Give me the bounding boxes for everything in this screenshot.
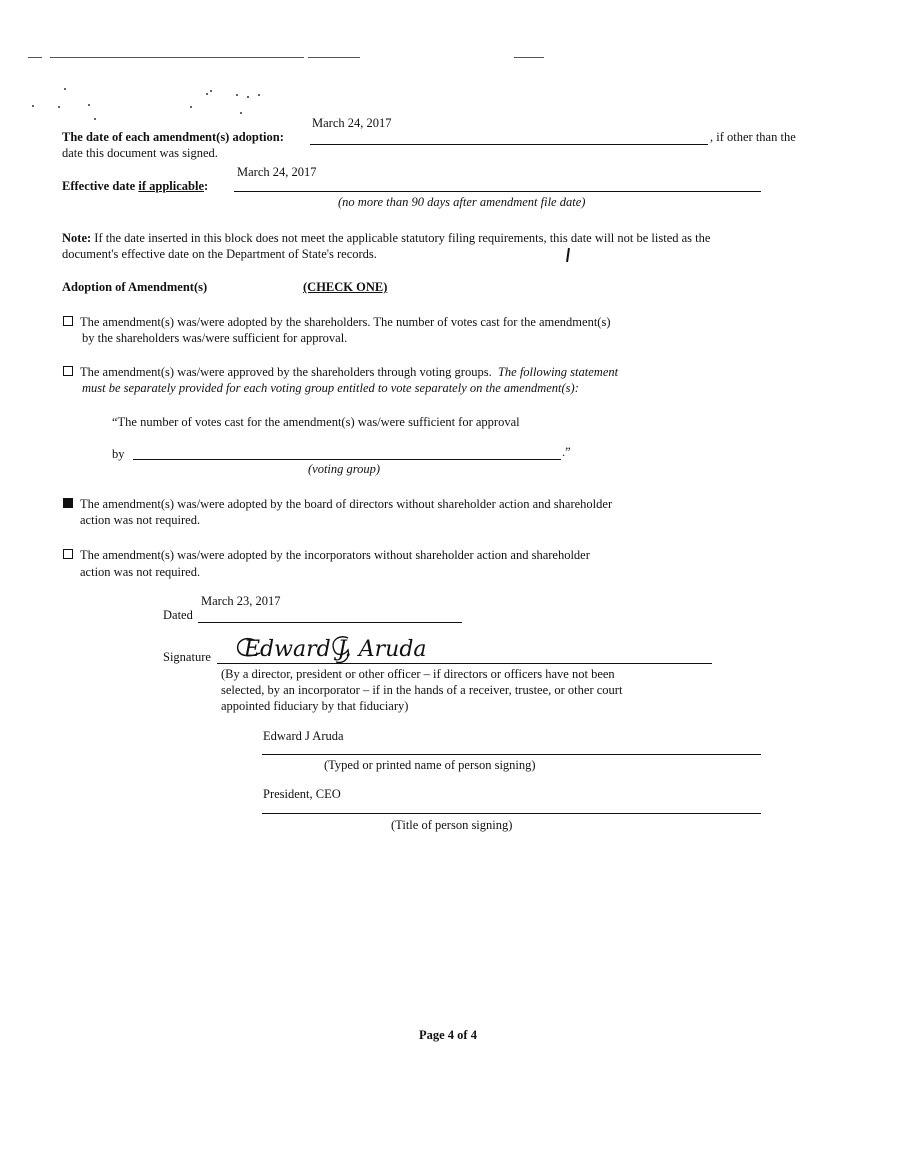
voting-group-line xyxy=(133,459,561,460)
effective-date-caption: (no more than 90 days after amendment file date) xyxy=(338,195,586,209)
board-of-directors-checkbox[interactable] xyxy=(63,498,73,508)
effective-date-label xyxy=(62,179,208,194)
signature-label: Signature xyxy=(163,650,211,664)
check-one-label: (CHECK ONE) xyxy=(303,280,388,294)
signature-note2: selected, by an incorporator – if in the hands of a receiver, trustee, or other court xyxy=(221,683,623,697)
incorporators-checkbox[interactable] xyxy=(63,549,73,559)
dated-label: Dated xyxy=(163,608,193,622)
dated-value: March 23, 2017 xyxy=(201,594,281,608)
effective-date-label-colon: : xyxy=(204,179,209,193)
dated-line xyxy=(198,622,462,623)
option2-line1 xyxy=(80,365,618,380)
pen-mark xyxy=(566,248,570,262)
option2-line2: must be separately provided for each voting group entitled to vote separately on the amendment(s): xyxy=(82,381,579,395)
note-text1: If the date inserted in this block does not meet the applicable statutory filing requirements, this date will not be listed as the xyxy=(94,231,711,245)
adoption-date-label: The date of each amendment(s) adoption: xyxy=(62,130,284,144)
option3-line2: action was not required. xyxy=(80,513,201,527)
option4-line1: The amendment(s) was/were adopted by the incorporators without shareholder action and shareholder xyxy=(80,548,590,562)
signature-note1: (By a director, president or other officer – if directors or officers have not been xyxy=(221,667,615,681)
option4-line2: action was not required. xyxy=(80,565,201,579)
typed-name-value: Edward J Aruda xyxy=(263,729,344,743)
option2-line1-italic: The following statement xyxy=(497,365,619,379)
voting-group-caption: (voting group) xyxy=(308,462,381,476)
voting-groups-checkbox[interactable] xyxy=(63,366,73,376)
page-number: Page 4 of 4 xyxy=(419,1028,477,1042)
effective-date-label-underlined: if applicable xyxy=(138,179,204,193)
option3-line1: The amendment(s) was/were adopted by the board of directors without shareholder action and shareholder xyxy=(80,497,613,511)
by-close: .” xyxy=(562,445,571,459)
option1-line2: by the shareholders was/were sufficient for approval. xyxy=(82,331,348,345)
title-line xyxy=(262,813,761,814)
signature-line xyxy=(217,663,712,664)
typed-name-line xyxy=(262,754,761,755)
effective-date-line xyxy=(234,191,761,192)
title-value: President, CEO xyxy=(263,787,341,801)
typed-name-caption: (Typed or printed name of person signing) xyxy=(324,758,536,772)
note-line1 xyxy=(62,231,710,246)
adoption-heading: Adoption of Amendment(s) xyxy=(62,280,208,294)
adoption-date-continuation: date this document was signed. xyxy=(62,146,218,160)
signature-image xyxy=(222,630,452,666)
votes-statement: “The number of votes cast for the amendment(s) was/were sufficient for approval xyxy=(112,415,520,429)
note-label: Note: xyxy=(62,231,92,245)
option1-line1: The amendment(s) was/were adopted by the shareholders. The number of votes cast for the amendment(s) xyxy=(80,315,611,329)
signature-name: Edward J. Aruda xyxy=(244,637,427,662)
signature-note3: appointed fiduciary by that fiduciary) xyxy=(221,699,409,713)
by-label: by xyxy=(112,447,125,461)
title-caption: (Title of person signing) xyxy=(391,818,513,832)
note-line2: document's effective date on the Department of State's records. xyxy=(62,247,377,261)
adoption-date-suffix: , if other than the xyxy=(710,130,796,144)
adoption-date-line xyxy=(310,144,708,145)
shareholders-checkbox[interactable] xyxy=(63,316,73,326)
option2-line1-text: The amendment(s) was/were approved by the shareholders through voting groups. xyxy=(80,365,492,379)
effective-date-value: March 24, 2017 xyxy=(237,165,317,179)
effective-date-label-prefix: Effective date xyxy=(62,179,139,193)
adoption-date-value: March 24, 2017 xyxy=(312,116,392,130)
